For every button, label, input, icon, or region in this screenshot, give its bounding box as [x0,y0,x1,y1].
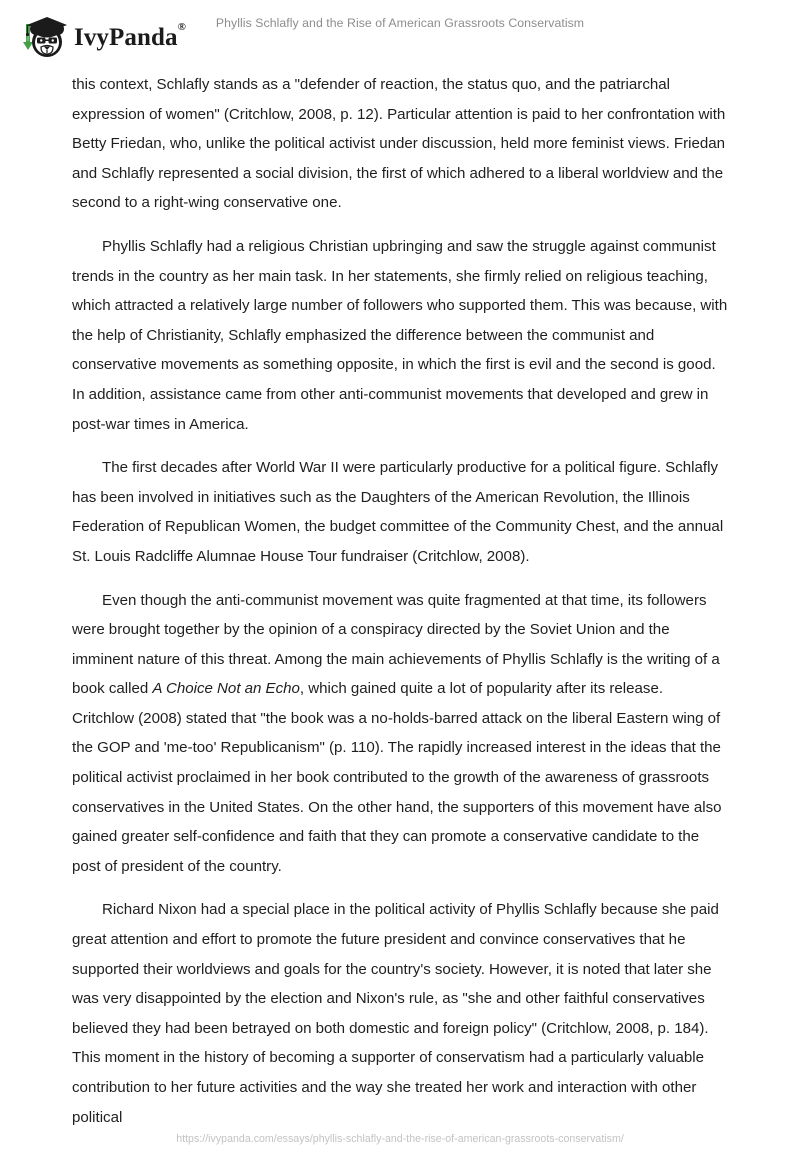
paragraph-text: Richard Nixon had a special place in the political activity of Phyllis Schlafly because she paid great attention and effort to promote the future president and convince conservatives that he supported their worldviews and goals for the country's society. However, it is noted that later she was very disappointed by the election and Nixon's rule, as "she and other faithful conservatives believed they had been betrayed on both domestic and foreign policy" (Critchlow, 2008, p. 184). This moment in the history of becoming a supporter of conservatism had a particularly valuable contribution to her future activities and the way she treated her work and interaction with other political [72,901,719,1126]
paragraph [72,70,728,218]
brand-name-text: IvyPanda [74,23,178,51]
page-header [0,0,800,66]
paragraph-text: , which gained quite a lot of popularity after its release. Critchlow (2008) stated that "the book was a no-holds-barred attack on the liberal Eastern wing of the GOP and 'me-too' Republicanism" (p. 110). The rapidly increased interest in the ideas that the political activist proclaimed in her book contributed to the growth of the awareness of grassroots conservatives in the United States. On the other hand, the supporters of this movement have also gained greater self-confidence and faith that they can promote a conservative candidate to the post of president of the country. [72,680,722,875]
paragraph [72,586,728,882]
paragraph-text: this context, Schlafly stands as a "defender of reaction, the status quo, and the patriarchal expression of women" (Critchlow, 2008, p. 12). Particular attention is paid to her confrontation with Betty Friedan, who, unlike the political activist under discussion, held more feminist views. Friedan and Schlafly represented a social division, the first of which adhered to a liberal worldview and the second to a right-wing conservative one. [72,76,726,212]
paragraph-text: Even though the anti-communist movement was quite fragmented at that time, its followers were brought together by the opinion of a conspiracy directed by the Soviet Union and the imminent nature of this threat. Among the main achievements of Phyllis Schlafly is the writing of a book called [72,591,720,698]
book-title-italic: A Choice Not an Echo [152,680,300,698]
document-body [72,70,728,1146]
page-footer [0,1129,800,1147]
paragraph [72,895,728,1132]
paragraph [72,453,728,571]
source-url-link[interactable]: https://ivypanda.com/essays/phyllis-schlafly-and-the-rise-of-american-grassroots-conservatism/ [176,1133,624,1145]
paragraph-text: Phyllis Schlafly had a religious Christian upbringing and saw the struggle against communist trends in the country as her main task. In her statements, she firmly relied on religious teaching, which attracted a relatively large number of followers who supported them. This was because, with the help of Christianity, Schlafly emphasized the difference between the communist and conservative movements as something opposite, in which the first is evil and the second is good. In addition, assistance came from other anti-communist movements that developed and grew in post-war times in America. [72,237,728,433]
document-title: Phyllis Schlafly and the Rise of American Grassroots Conservatism [215,16,585,30]
paragraph [72,232,728,439]
paragraph-text: The first decades after World War II were particularly productive for a political figure. Schlafly has been involved in initiatives such as the Daughters of the American Revolution, the Illinois Federation of Republican Women, the budget committee of the Community Chest, and the annual St. Louis Radcliffe Alumnae House Tour fundraiser (Critchlow, 2008). [72,459,724,565]
brand-trademark: ® [177,21,186,34]
